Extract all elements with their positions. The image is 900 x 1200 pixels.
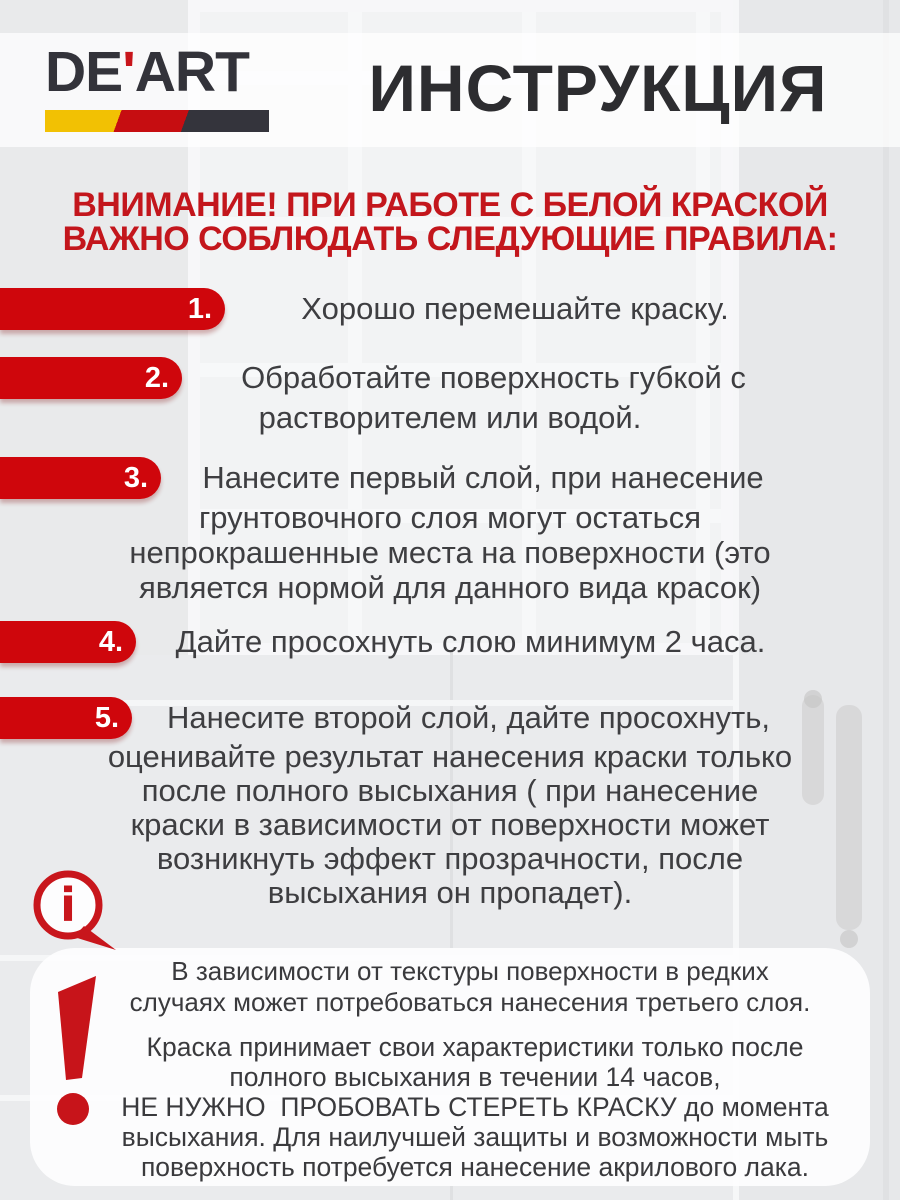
svg-text:i: i [60, 878, 76, 932]
step-item [0, 620, 900, 664]
step-item [0, 356, 900, 435]
exclamation-icon [50, 974, 102, 1130]
step-text-line: Нанесите второй слой, дайте просохнуть, [167, 700, 770, 735]
step-text-line: высыхания он пропадет). [267, 875, 633, 910]
step-number: 5. [94, 701, 119, 734]
brand-logo-text [45, 40, 269, 104]
info-note-line: В зависимости от текстуры поверхности в редких [171, 956, 769, 986]
brand-logo [45, 40, 269, 132]
step-text-line: возникнуть эффект прозрачности, после [156, 841, 744, 876]
step-number-badge [0, 357, 182, 399]
step-item [0, 456, 900, 605]
step-text-line: Дайте просохнуть слою минимум 2 часа. [175, 624, 766, 659]
step-number-badge [0, 288, 225, 330]
info-note [100, 956, 840, 1018]
info-bubble-icon [28, 866, 120, 962]
warning-note-line: НЕ НУЖНО ПРОБОВАТЬ СТЕРЕТЬ КРАСКУ до момента [121, 1092, 829, 1122]
step-number-badge [0, 621, 136, 663]
step-number-badge [0, 457, 161, 499]
step-text-line: Нанесите первый слой, при нанесение [202, 460, 764, 495]
logo-suffix: ART [134, 40, 249, 104]
info-note-line: случаях может потребоваться нанесения третьего слоя. [129, 987, 811, 1017]
logo-prefix: DE [45, 40, 123, 104]
warning-note-line: поверхность потребуется нанесение акрилового лака. [140, 1152, 810, 1182]
step-text-line: Хорошо перемешайте краску. [301, 291, 729, 326]
warning-heading [0, 188, 900, 256]
warning-line: ВАЖНО СОБЛЮДАТЬ СЛЕДУЮЩИЕ ПРАВИЛА: [62, 220, 838, 258]
step-text-line: непрокрашенные места на поверхности (это [129, 535, 771, 570]
step-text-line: является нормой для данного вида красок) [138, 570, 762, 605]
step-number-badge [0, 697, 132, 739]
step-number: 4. [98, 625, 123, 658]
warning-line: ВНИМАНИЕ! ПРИ РАБОТЕ С БЕЛОЙ КРАСКОЙ [72, 186, 828, 224]
logo-tricolor-stripe [45, 110, 269, 132]
warning-note [90, 1032, 860, 1182]
step-number: 3. [123, 461, 148, 494]
page-title: ИНСТРУКЦИЯ [368, 51, 828, 125]
step-text-line: после полного высыхания ( при нанесение [141, 773, 759, 808]
step-text-line: краски в зависимости от поверхности может [130, 807, 770, 842]
step-text-line: оценивайте результат нанесения краски только [107, 739, 793, 774]
warning-note-line: высыхания. Для наилучшей защиты и возможности мыть [121, 1122, 829, 1152]
step-text-line: грунтовочного слоя могут остаться [198, 500, 702, 535]
step-item [0, 287, 900, 331]
step-text-line: Обработайте поверхность губкой с [241, 360, 746, 395]
step-number: 1. [187, 292, 212, 325]
step-item [0, 696, 900, 910]
warning-note-line: Краска принимает свои характеристики только после [146, 1032, 804, 1062]
step-number: 2. [144, 361, 169, 394]
warning-note-line: полного высыхания в течении 14 часов, [229, 1062, 721, 1092]
logo-apostrophe: ' [122, 40, 135, 104]
step-text-line: растворителем или водой. [258, 400, 642, 435]
